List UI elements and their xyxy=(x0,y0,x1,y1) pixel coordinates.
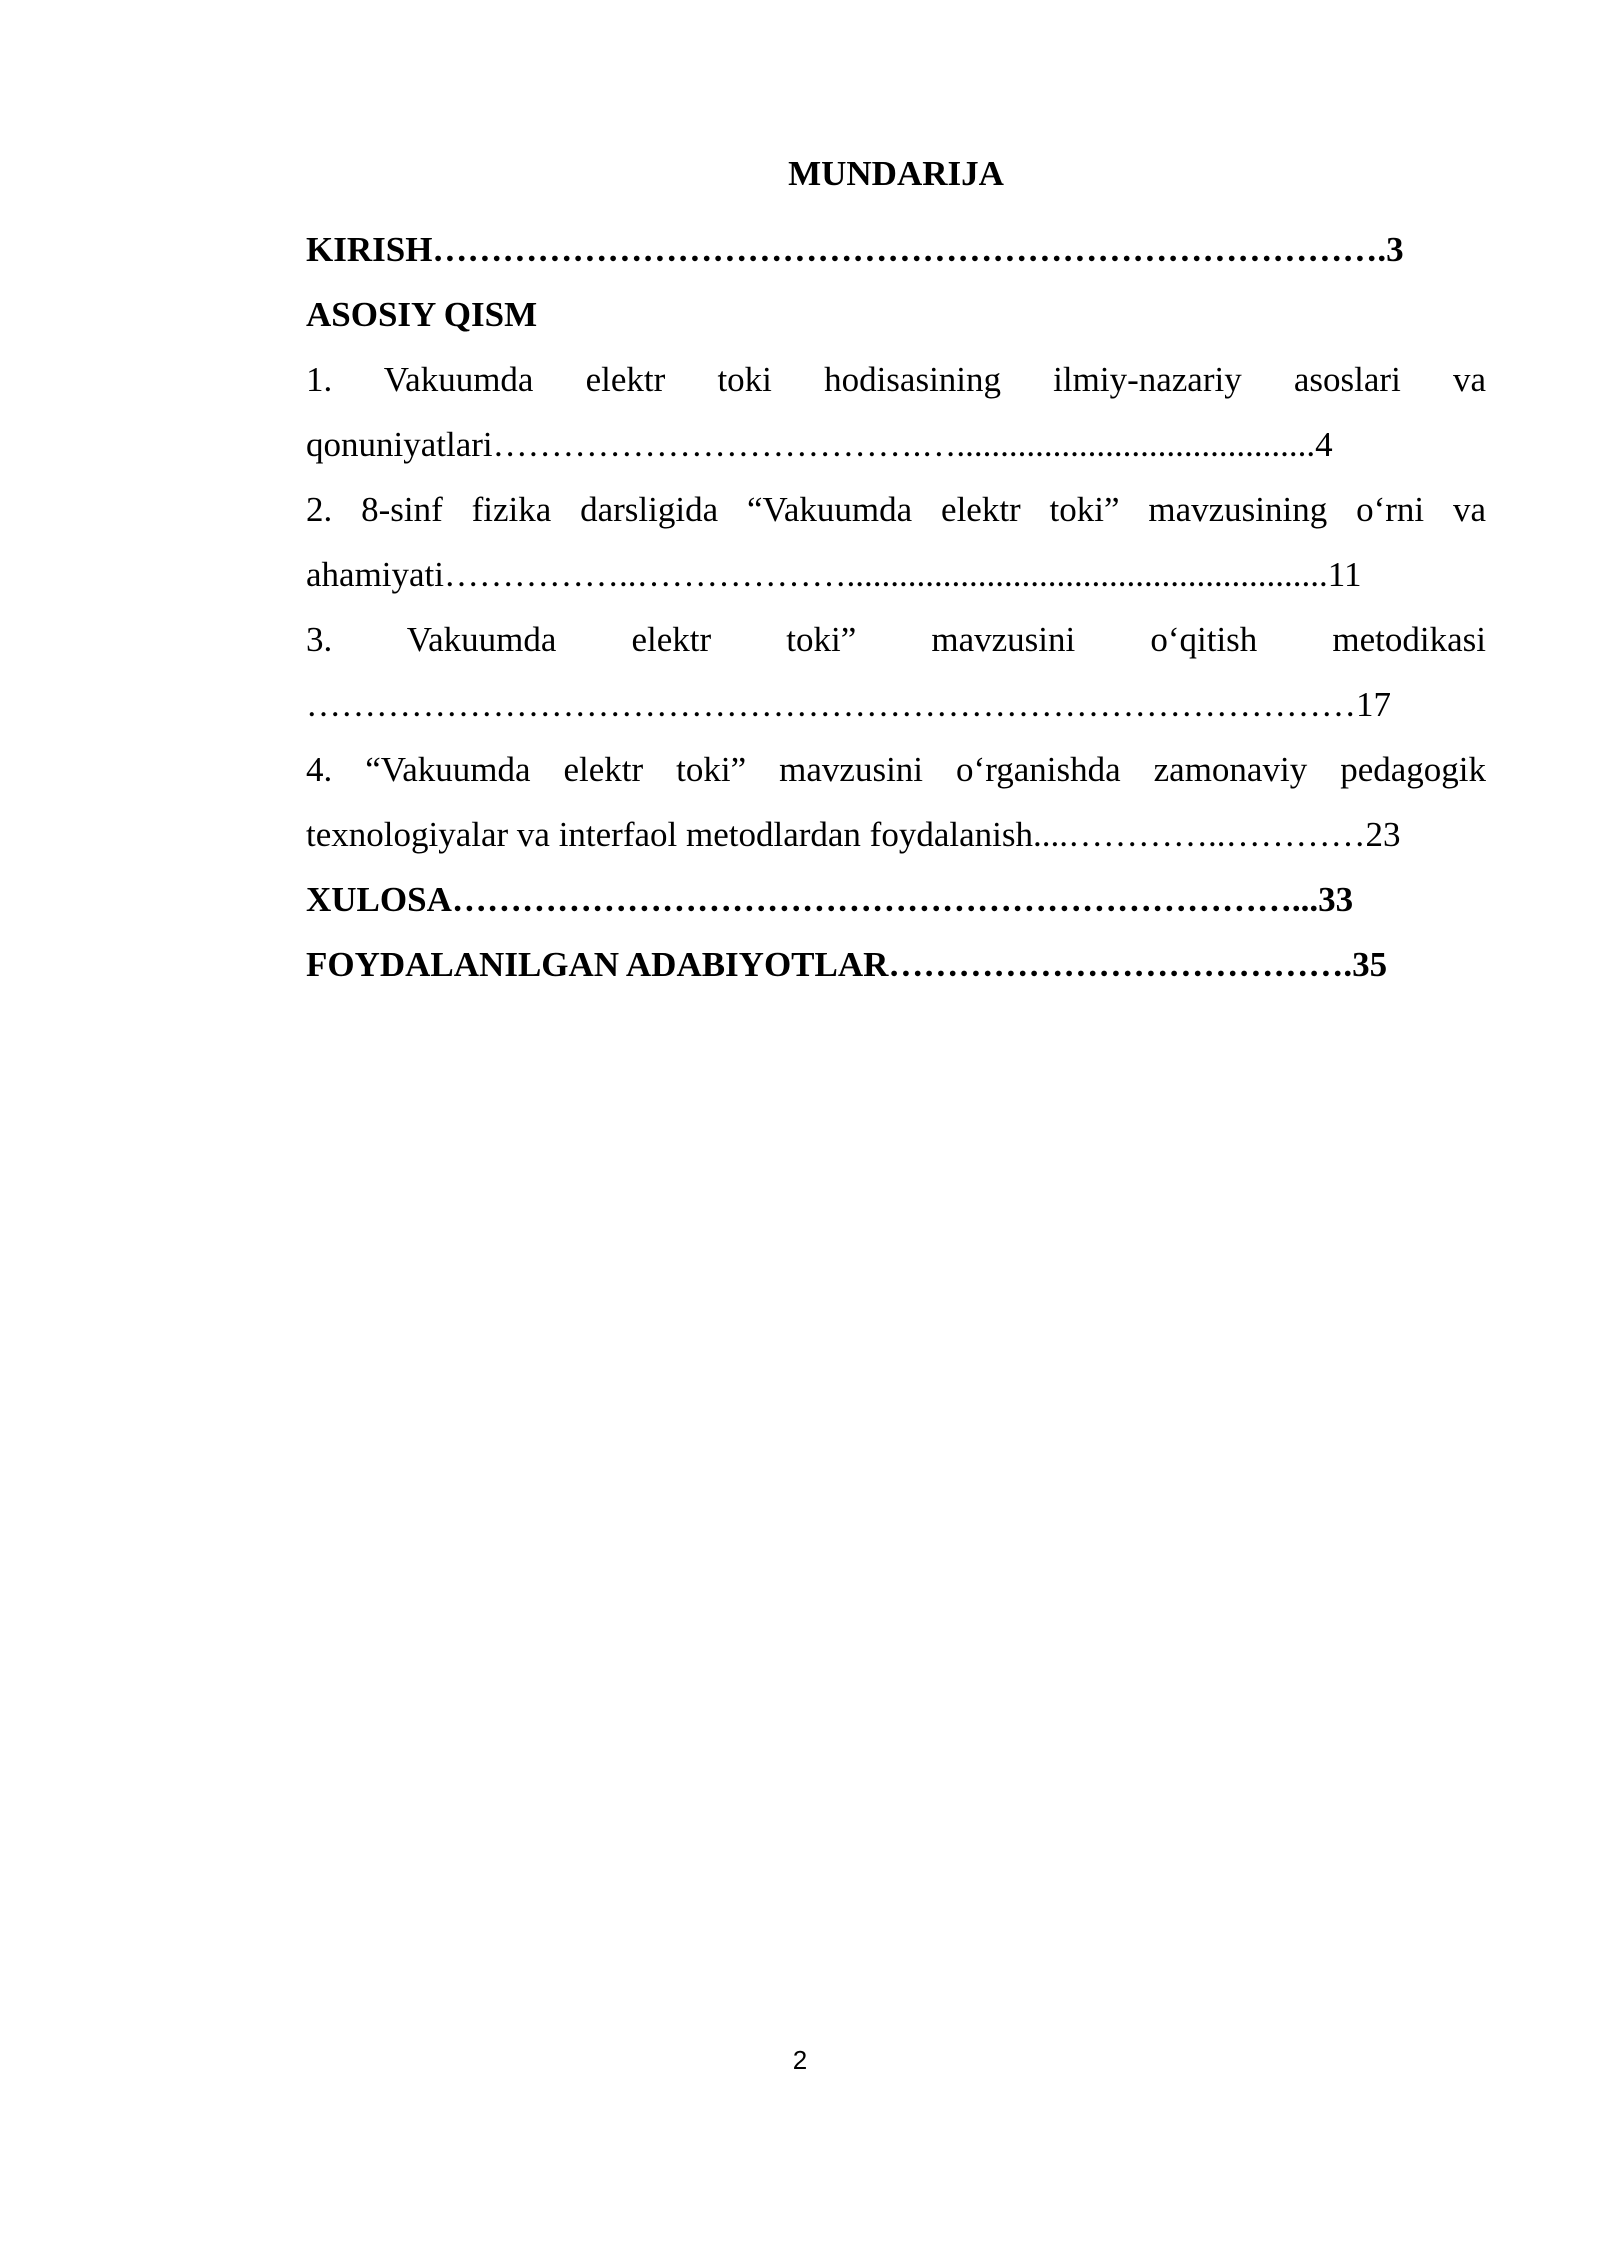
toc-entry-2-line-2: ahamiyati……………..……………….......................................................11 xyxy=(306,555,1362,594)
page-number: 2 xyxy=(792,2045,808,2075)
toc-entry-3-line-2: ………………………………………………………………………………17 xyxy=(306,685,1391,724)
toc-entry-intro: KIRISH……………………………………………………………………….3 xyxy=(306,230,1404,269)
toc-entry-1-line-1: 1. Vakuumda elektr toki hodisasining ilmiy-nazariy asoslari va xyxy=(306,360,1486,399)
toc-section-main-part: ASOSIY QISM xyxy=(306,295,538,334)
toc-entry-conclusion: XULOSA………………………………………………………………...33 xyxy=(306,880,1354,919)
toc-entry-references: FOYDALANILGAN ADABIYOTLAR………………………………….35 xyxy=(306,945,1388,984)
toc-entry-4-line-2: texnologiyalar va interfaol metodlardan foydalanish....…………..…………23 xyxy=(306,815,1401,854)
toc-entry-3-line-1: 3. Vakuumda elektr toki” mavzusini o‘qitish metodikasi xyxy=(306,620,1486,659)
table-of-contents xyxy=(306,152,1486,997)
toc-entry-4-line-1: 4. “Vakuumda elektr toki” mavzusini o‘rganishda zamonaviy pedagogik xyxy=(306,750,1486,789)
toc-entry-2-line-1: 2. 8-sinf fizika darsligida “Vakuumda elektr toki” mavzusining o‘rni va xyxy=(306,490,1486,529)
toc-entry-1-line-2: qonuniyatlari……………………………….….........................................4 xyxy=(306,425,1333,464)
page-title: MUNDARIJA xyxy=(788,154,1004,193)
